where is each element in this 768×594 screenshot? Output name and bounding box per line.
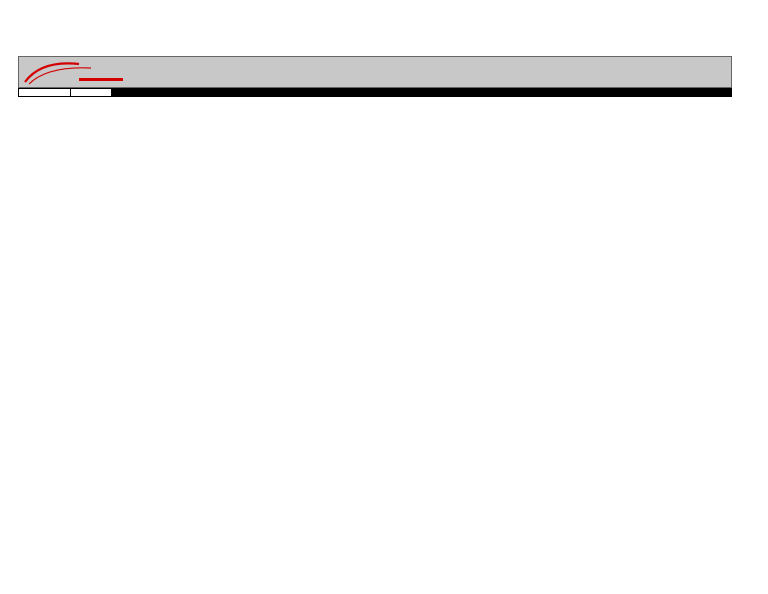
- start-blank-cell: [112, 88, 325, 96]
- well-test-report: [18, 56, 732, 97]
- start-message: [325, 88, 551, 96]
- start-time-cell: [71, 88, 112, 96]
- production-test-table: [18, 88, 732, 97]
- start-blank-cell: [551, 88, 731, 96]
- start-row: [19, 88, 732, 96]
- petro-uranium-logo: [21, 58, 131, 86]
- report-banner: [18, 56, 732, 88]
- start-date-cell: [19, 88, 71, 96]
